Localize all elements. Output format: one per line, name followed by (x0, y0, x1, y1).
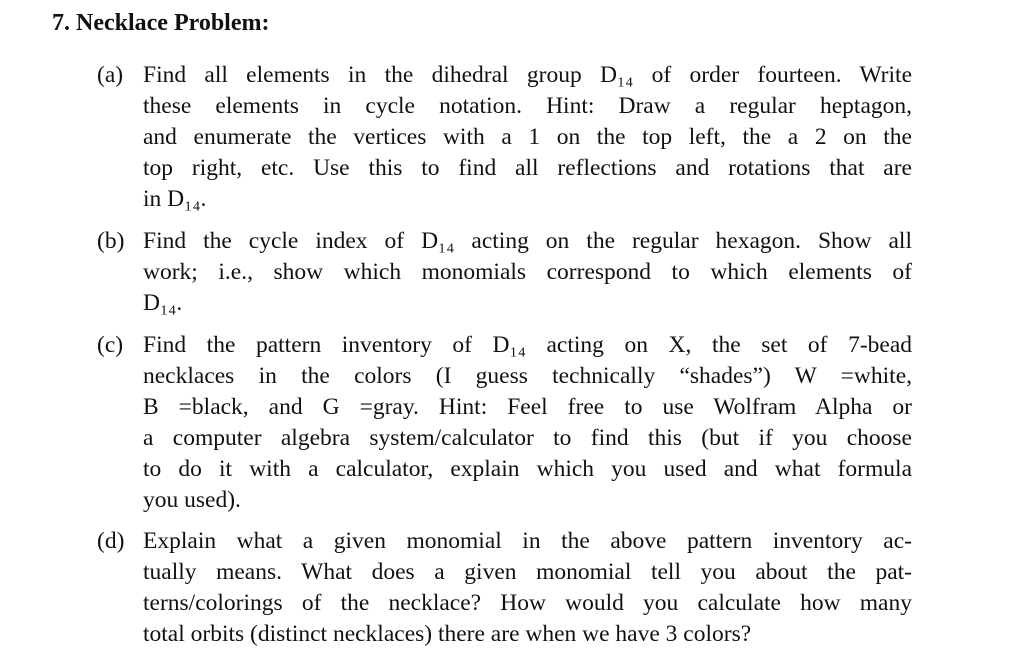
text-line: Explain what a given monomial in the above pattern inventory ac- (143, 528, 912, 554)
part-label: (a) (97, 62, 124, 88)
text-line: a computer algebra system/calculator to find this (but if you choose (143, 425, 912, 451)
text-line: D₁₄. (143, 290, 183, 316)
text-line: you used). (143, 487, 241, 513)
text-line: these elements in cycle notation. Hint: Draw a regular heptagon, (143, 93, 912, 119)
text-line: tually means. What does a given monomial tell you about the pat- (143, 559, 912, 585)
text-line: Find the pattern inventory of D₁₄ acting on X, the set of 7-bead (143, 332, 912, 358)
text-line: total orbits (distinct necklaces) there are when we have 3 colors? (143, 621, 752, 647)
text-line: in D₁₄. (143, 186, 207, 212)
problem-heading: 7. Necklace Problem: (52, 10, 270, 36)
text-line: terns/colorings of the necklace? How would you calculate how many (143, 590, 912, 616)
text-line: B =black, and G =gray. Hint: Feel free to use Wolfram Alpha or (143, 394, 912, 420)
part-label: (c) (97, 332, 124, 358)
text-line: Find all elements in the dihedral group D₁₄ of order fourteen. Write (143, 62, 912, 88)
text-line: and enumerate the vertices with a 1 on the top left, the a 2 on the (143, 124, 912, 150)
text-line: work; i.e., show which monomials correspond to which elements of (143, 259, 912, 285)
text-line: top right, etc. Use this to find all reflections and rotations that are (143, 155, 912, 181)
text-line: Find the cycle index of D₁₄ acting on the regular hexagon. Show all (143, 228, 912, 254)
part-label: (d) (97, 528, 125, 554)
text-line: to do it with a calculator, explain which you used and what formula (143, 456, 912, 482)
text-line: necklaces in the colors (I guess technically “shades”) W =white, (143, 363, 912, 389)
part-label: (b) (97, 228, 125, 254)
